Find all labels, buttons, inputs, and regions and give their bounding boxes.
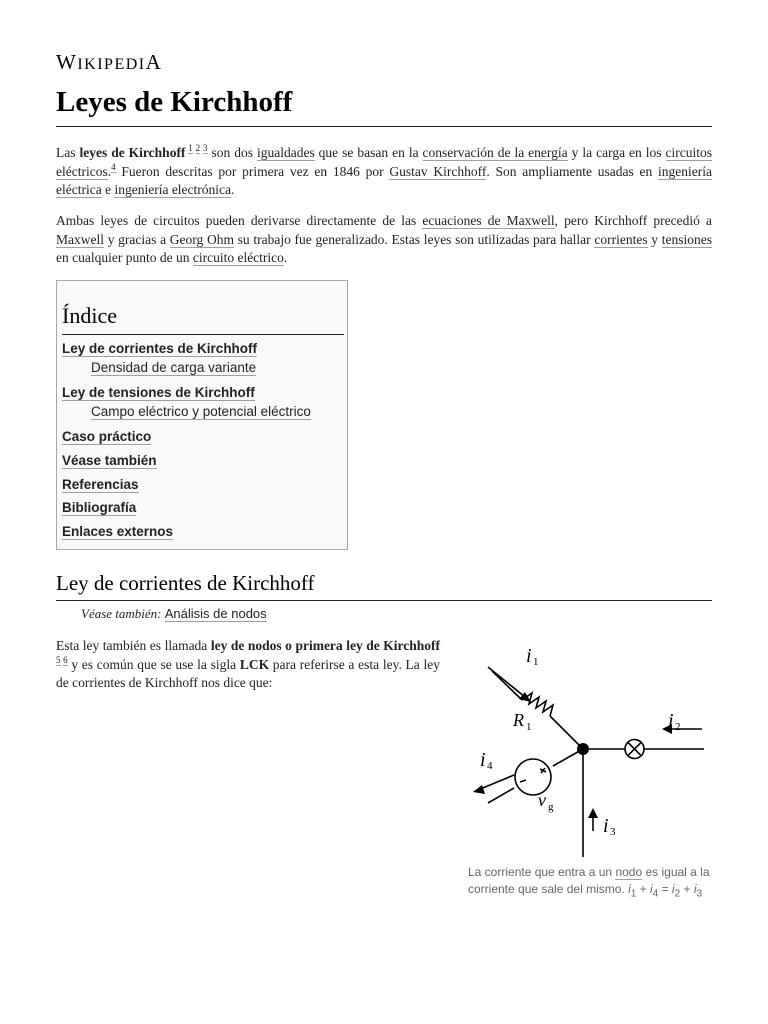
bold-term-lck: LCK [239,656,270,672]
link-corrientes[interactable]: corrientes [594,231,648,247]
bold-term-ley-nodos: ley de nodos o primera ley de Kirchhoff [210,638,440,653]
link-analisis-nodos[interactable]: Análisis de nodos [164,606,267,621]
reference-link-1[interactable]: 1 [188,143,193,153]
table-of-contents [56,280,348,550]
label-i3-sub: 3 [610,826,616,838]
arrow-head-i3 [588,808,598,818]
title-divider [56,126,712,127]
wikipedia-logo[interactable]: WIKIPEDIA [56,50,163,74]
label-vg-sub: g [548,801,554,813]
wire-source-left [488,788,514,803]
wire-node-resistor [550,716,583,749]
reference-link-4[interactable]: 4 [111,161,116,172]
page-title: Leyes de Kirchhoff [56,86,293,118]
reference-link-6[interactable]: 6 [63,654,68,665]
arrow-i1 [488,667,525,697]
link-circuitos-electricos[interactable]: circuitos eléctricos [56,145,713,179]
link-nodo[interactable]: nodo [615,865,643,879]
link-conservacion-energia[interactable]: conservación de la energía [422,145,568,160]
reference-link-3[interactable]: 3 [203,143,208,153]
toc-item-referencias[interactable]: Referencias [62,477,139,492]
toc-divider [62,334,344,335]
intro-paragraph-2: Ambas leyes de circuitos pueden derivarse directamente de las ecuaciones de Maxwell, pero Kirchhoff precedió a Maxwell y gracias a Georg Ohm su trabajo fue generalizado. Estas leyes son utilizadas para hallar corrientes y tensiones en cualquier punto de un circuito eléctrico. [56,213,713,265]
label-i1: i [526,645,532,667]
label-i1-sub: 1 [533,656,539,668]
label-i2: i [668,710,674,732]
node-dot [577,743,589,755]
reference-link-2[interactable]: 2 [195,143,201,153]
label-vg: v [538,790,546,810]
link-igualdades[interactable]: igualdades [256,145,315,160]
label-i4: i [480,749,486,771]
section-heading-ley-corrientes: Ley de corrientes de Kirchhoff [56,571,315,595]
toc-item-densidad-carga[interactable]: Densidad de carga variante [91,360,257,375]
toc-item-enlaces-externos[interactable]: Enlaces externos [62,524,174,539]
link-maxwell[interactable]: Maxwell [56,231,104,247]
wire-resistor-top [492,671,522,700]
link-tensiones[interactable]: tensiones [661,231,713,247]
link-georg-ohm[interactable]: Georg Ohm [169,231,234,247]
see-also-note: Véase también: Análisis de nodos [81,606,267,621]
label-i3: i [603,815,609,837]
section-paragraph: Esta ley también es llamada ley de nodos o primera ley de Kirchhoff $^{5 6}$ y es común que se use la sigla LCK para referirse a esta ley. La ley de corrientes de Kirchhoff nos dice que: [56,638,441,690]
link-ingenieria-electrica[interactable]: ingeniería eléctrica [56,163,712,197]
label-i2-sub: 2 [675,721,681,733]
intro-paragraph-1: Las leyes de Kirchhoff $^{1 2 3}$ son dos igualdades que se basan en la conservación de la energía y la carga en los circuitos eléctricos.$^4$ Fueron descritas por primera vez en 1846 por Gustav Kirchhoff. Son ampliamente usadas en ingeniería eléctrica e ingeniería electrónica. [56,143,713,197]
link-ecuaciones-maxwell[interactable]: ecuaciones de Maxwell [422,213,555,228]
toc-heading: Índice [62,303,117,328]
label-i4-sub: 4 [487,760,493,772]
link-ingenieria-electronica[interactable]: ingeniería electrónica [114,182,232,197]
link-circuito-electrico[interactable]: circuito eléctrico [192,250,284,265]
toc-item-campo-electrico[interactable]: Campo eléctrico y potencial eléctrico [91,404,311,419]
reference-link-5[interactable]: 5 [56,654,61,665]
link-gustav-kirchhoff[interactable]: Gustav Kirchhoff [389,163,487,179]
section-divider [56,600,712,601]
label-r1: R [513,710,524,730]
toc-item-bibliografia[interactable]: Bibliografía [62,500,137,515]
figure-caption: La corriente que entra a un nodo es igual a la corriente que sale del mismo. $i_1 + i_4 = i_2 + i_3$ [468,865,710,900]
bold-term: leyes de Kirchhoff [79,145,186,160]
label-r1-sub: 1 [526,721,532,733]
toc-item-ley-tensiones[interactable]: Ley de tensiones de Kirchhoff [62,385,255,400]
arrow-i4 [478,775,514,790]
toc-item-caso-practico[interactable]: Caso práctico [62,429,152,444]
toc-item-vease-tambien[interactable]: Véase también [62,453,157,468]
arrow-head-i4 [473,785,485,794]
toc-item-ley-corrientes[interactable]: Ley de corrientes de Kirchhoff [62,341,258,356]
circuit-node-diagram [440,630,730,860]
